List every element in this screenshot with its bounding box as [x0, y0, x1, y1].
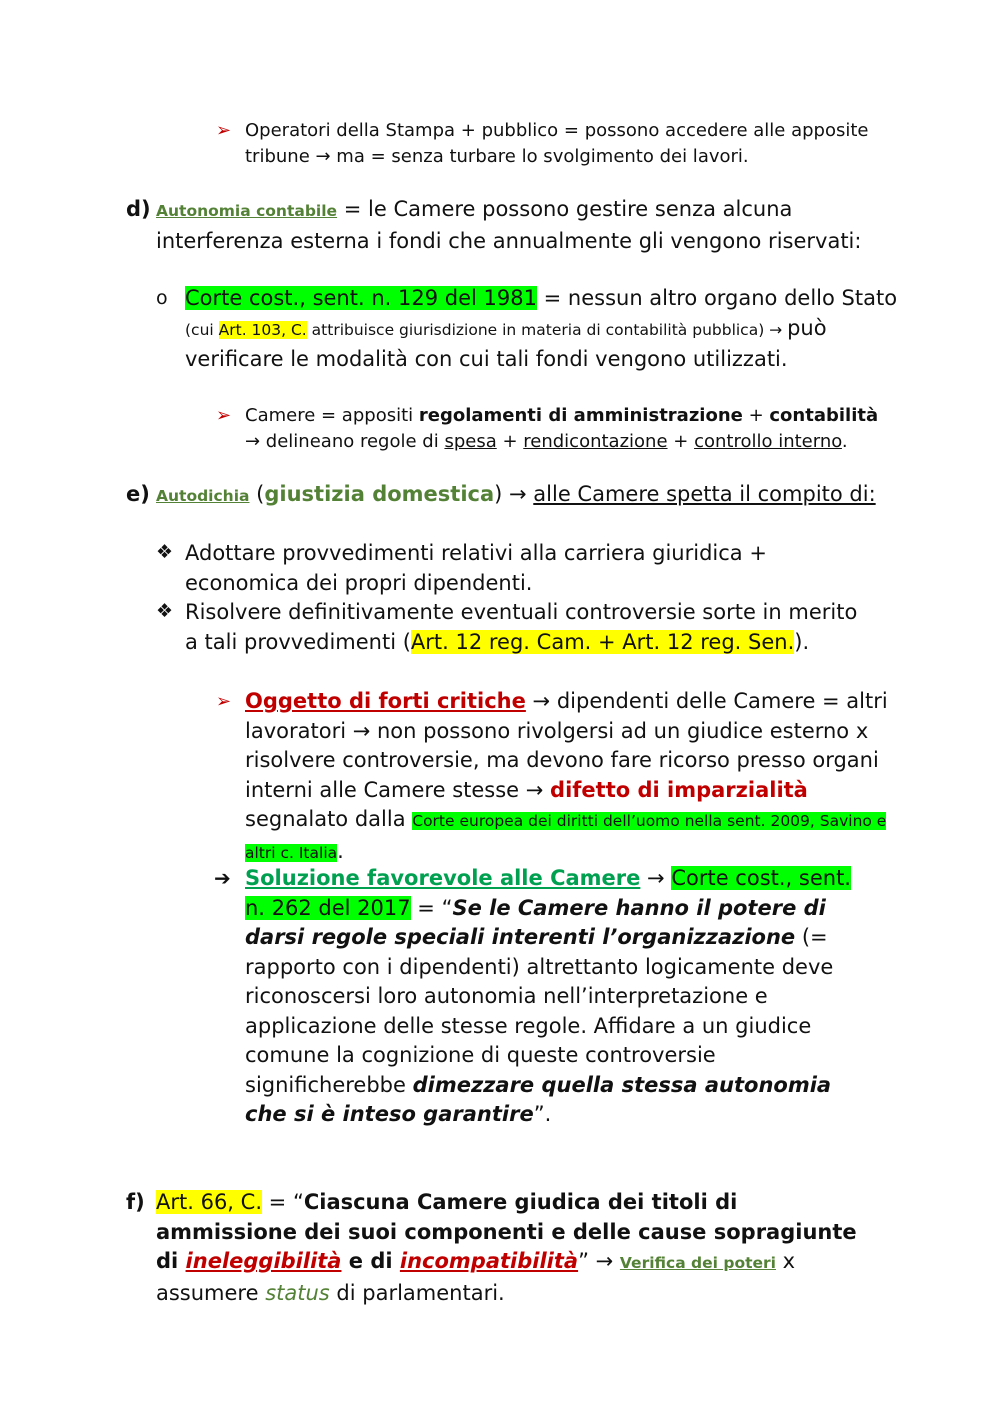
arrow-bullet-icon: ➢	[216, 405, 232, 426]
section-e-subtitle: giustizia domestica	[264, 482, 495, 506]
section-letter-e: e)	[126, 482, 150, 506]
ref-art-66: Art. 66, C.	[156, 1190, 262, 1214]
ref-corte-2017: Corte cost., sent. n. 262 del 2017	[245, 866, 851, 920]
section-e-item2: Risolvere definitivamente eventuali controversie sorte in merito a tali provvedimenti (Art. 12 reg. Cam. + Art. 12 reg. Sen.).	[185, 600, 858, 654]
verifica-poteri: Verifica dei poteri	[619, 1254, 776, 1272]
section-letter-f: f)	[126, 1190, 145, 1214]
circle-bullet-icon: o	[156, 287, 168, 309]
arrow-bullet-icon: ➢	[216, 120, 232, 141]
section-d-paragraph: Autonomia contabile = le Camere possono gestire senza alcuna interferenza esterna i fondi che annualmente gli vengono riservati:	[156, 197, 862, 253]
section-d-title: Autonomia contabile	[156, 202, 338, 220]
critiche-title: Oggetto di forti critiche	[245, 689, 526, 713]
section-e-critiche: Oggetto di forti critiche → dipendenti delle Camere = altri lavoratori → non possono rivolgersi ad un giudice esterno x risolvere controversie, ma devono fare ricorso presso organi interni alle Camere stesse → difetto di imparzialità segnalato dalla Corte europea dei diritti dell’uomo nella sent. 2009, Savino e altri c. Italia.	[245, 689, 888, 863]
section-e-soluzione: Soluzione favorevole alle Camere → Corte cost., sent. n. 262 del 2017 = “Se le Camere hanno il potere di darsi regole speciali interenti l’organizzazione (= rapporto con i dipendenti) altrettanto logicamente deve riconoscersi loro autonomia nell’interpretazione e applicazione delle stesse regole. Affidare a un giudice comune la cognizione di queste controversie significherebbe dimezzare quella stessa autonomia che si è inteso garantire”.	[245, 866, 851, 1126]
stampa-paragraph: Operatori della Stampa + pubblico = possono accedere alle apposite tribune → ma = senza turbare lo svolgimento dei lavori.	[245, 120, 869, 167]
section-e-title: Autodichia	[156, 487, 250, 505]
section-e-paragraph: Autodichia (giustizia domestica) → alle Camere spetta il compito di:	[156, 482, 876, 506]
section-d-sub2: Camere = appositi regolamenti di amministrazione + contabilità → delineano regole di spesa + rendicontazione + controllo interno.	[245, 405, 879, 452]
section-d-sub1: Corte cost., sent. n. 129 del 1981 = nessun altro organo dello Stato (cui Art. 103, C. attribuisce giurisdizione in materia di contabilità pubblica) → può verificare le modalità con cui tali fondi vengono utilizzati.	[185, 286, 898, 371]
arrow-right-icon: ➔	[214, 866, 231, 890]
ref-art-12-reg: Art. 12 reg. Cam. + Art. 12 reg. Sen.	[410, 629, 795, 654]
diamond-bullet-icon: ❖	[156, 541, 174, 563]
soluzione-title: Soluzione favorevole alle Camere	[245, 866, 641, 890]
diamond-bullet-icon: ❖	[156, 600, 174, 622]
section-letter-d: d)	[126, 197, 151, 221]
section-e-item1: Adottare provvedimenti relativi alla carriera giuridica + economica dei propri dipendenti.	[185, 541, 767, 595]
ref-cedu: Corte europea dei diritti dell’uomo nella sent. 2009, Savino e altri c. Italia	[245, 812, 887, 862]
ref-corte-1981: Corte cost., sent. n. 129 del 1981	[185, 286, 537, 310]
arrow-bullet-icon: ➢	[216, 691, 232, 712]
ref-art-103: Art. 103, C.	[218, 320, 307, 339]
section-f-paragraph: Art. 66, C. = “Ciascuna Camere giudica dei titoli di ammissione dei suoi componenti e delle cause sopragiunte di ineleggibilità e di incompatibilità” → Verifica dei poteri x assumere status di parlamentari.	[156, 1190, 857, 1305]
